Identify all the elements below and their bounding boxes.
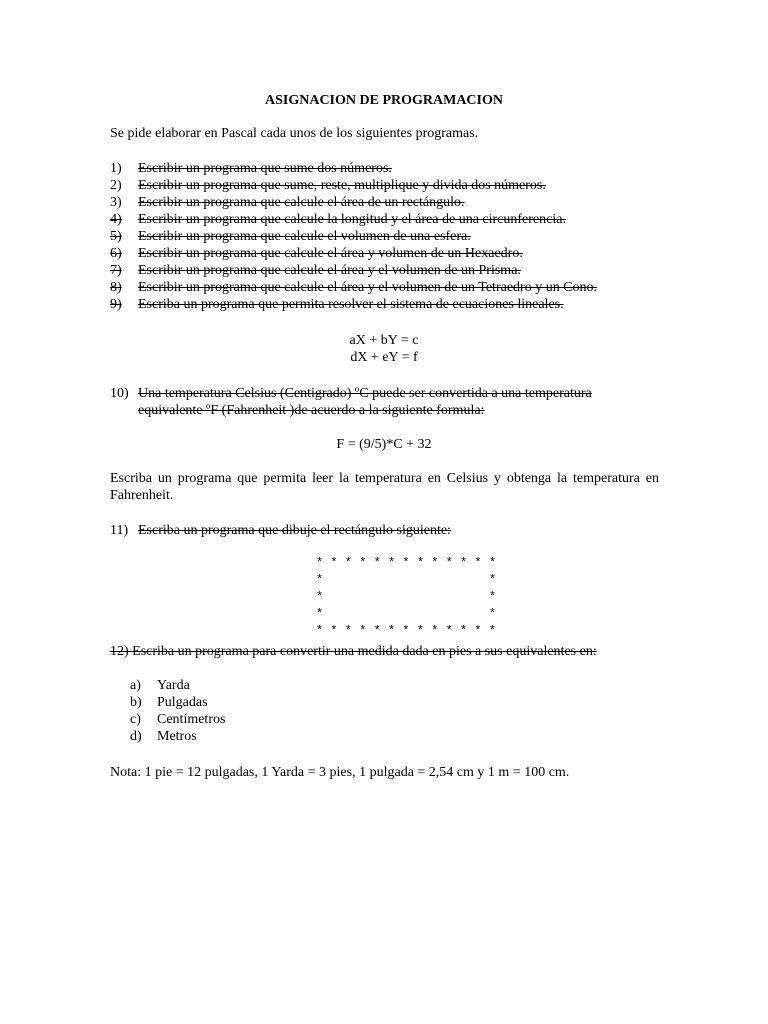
item-number: 4) xyxy=(110,212,122,227)
item-number: 7) xyxy=(110,263,122,278)
item-text: Escribir un programa que calcule el área y el volumen de un Prisma. xyxy=(138,263,521,278)
item-number: 6) xyxy=(110,246,122,261)
rect-line: * * xyxy=(316,607,497,621)
list-item xyxy=(130,694,225,711)
note-text: Nota: 1 pie = 12 pulgadas, 1 Yarda = 3 pies, 1 pulgada = 2,54 cm y 1 m = 100 cm. xyxy=(110,765,570,780)
item-text: Escribir un programa que calcule el área de un rectángulo. xyxy=(138,195,465,210)
item-number: 5) xyxy=(110,229,122,244)
equation-1: aX + bY = c xyxy=(349,333,419,348)
list-item xyxy=(130,677,225,694)
item-text: Escribir un programa que sume dos números. xyxy=(138,161,392,176)
item-text: Escribir un programa que calcule el área y el volumen de un Tetraedro y un Cono. xyxy=(138,280,598,295)
item-10 xyxy=(110,385,670,419)
list-item xyxy=(110,177,670,194)
item-number: 3) xyxy=(110,195,122,210)
intro-text: Se pide elaborar en Pascal cada unos de los siguientes programas. xyxy=(110,126,479,141)
list-item xyxy=(110,296,670,313)
document-title: ASIGNACION DE PROGRAMACION xyxy=(264,93,503,108)
item-number: 11) xyxy=(110,523,129,538)
unit-label: a) xyxy=(130,678,141,693)
list-item xyxy=(110,262,670,279)
exercise-list xyxy=(110,160,670,313)
item-number: 8) xyxy=(110,280,122,295)
list-item xyxy=(110,211,670,228)
unit-text: Pulgadas xyxy=(157,695,208,710)
rect-line: * * xyxy=(316,590,497,604)
item-number: 2) xyxy=(110,178,122,193)
list-item xyxy=(110,228,670,245)
item-number: 1) xyxy=(110,161,122,176)
list-item xyxy=(110,160,670,177)
paragraph-text: Escriba un programa que permita leer la temperatura en Celsius y obtenga la temperatura en Fahrenheit. xyxy=(110,471,659,503)
list-item xyxy=(130,728,225,745)
unit-text: Yarda xyxy=(157,678,190,693)
unit-text: Metros xyxy=(157,729,197,744)
item-11 xyxy=(110,522,670,539)
unit-text: Centímetros xyxy=(157,712,226,727)
asterisk-rectangle xyxy=(316,555,496,640)
item-text: Escribir un programa que calcule el volumen de una esfera. xyxy=(138,229,471,244)
item-10-line-2: equivalente ºF (Fahrenheit )de acuerdo a la siguiente formula: xyxy=(138,403,485,418)
list-item xyxy=(110,194,670,211)
rect-line: * * xyxy=(316,573,497,587)
unit-label: c) xyxy=(130,712,141,727)
units-list xyxy=(130,677,225,745)
unit-label: d) xyxy=(130,729,142,744)
item-text: Escriba un programa que permita resolver el sistema de ecuaciones lineales. xyxy=(138,297,564,312)
item-number: 9) xyxy=(110,297,122,312)
item-text: Escribir un programa que sume, reste, multiplique y divida dos números. xyxy=(138,178,546,193)
rect-line: * * * * * * * * * * * * * xyxy=(316,624,497,638)
item-12: 12) Escriba un programa para convertir una medida dada en pies a sus equivalentes en: xyxy=(110,644,597,659)
list-item xyxy=(110,245,670,262)
list-item xyxy=(110,279,670,296)
item-10-line-1: Una temperatura Celsius (Centigrado) ºC puede ser convertida a una temperatura xyxy=(138,386,592,401)
equation-2: dX + eY = f xyxy=(350,350,418,365)
item-text: Escribir un programa que calcule el área y volumen de un Hexaedro. xyxy=(138,246,523,261)
formula: F = (9/5)*C + 32 xyxy=(336,437,432,452)
item-11-text: Escriba un programa que dibuje el rectángulo siguiente: xyxy=(138,523,451,538)
item-text: Escribir un programa que calcule la longitud y el área de una circunferencia. xyxy=(138,212,566,227)
rect-line: * * * * * * * * * * * * * xyxy=(316,556,497,570)
unit-label: b) xyxy=(130,695,142,710)
item-number: 10) xyxy=(110,386,129,401)
list-item xyxy=(130,711,225,728)
